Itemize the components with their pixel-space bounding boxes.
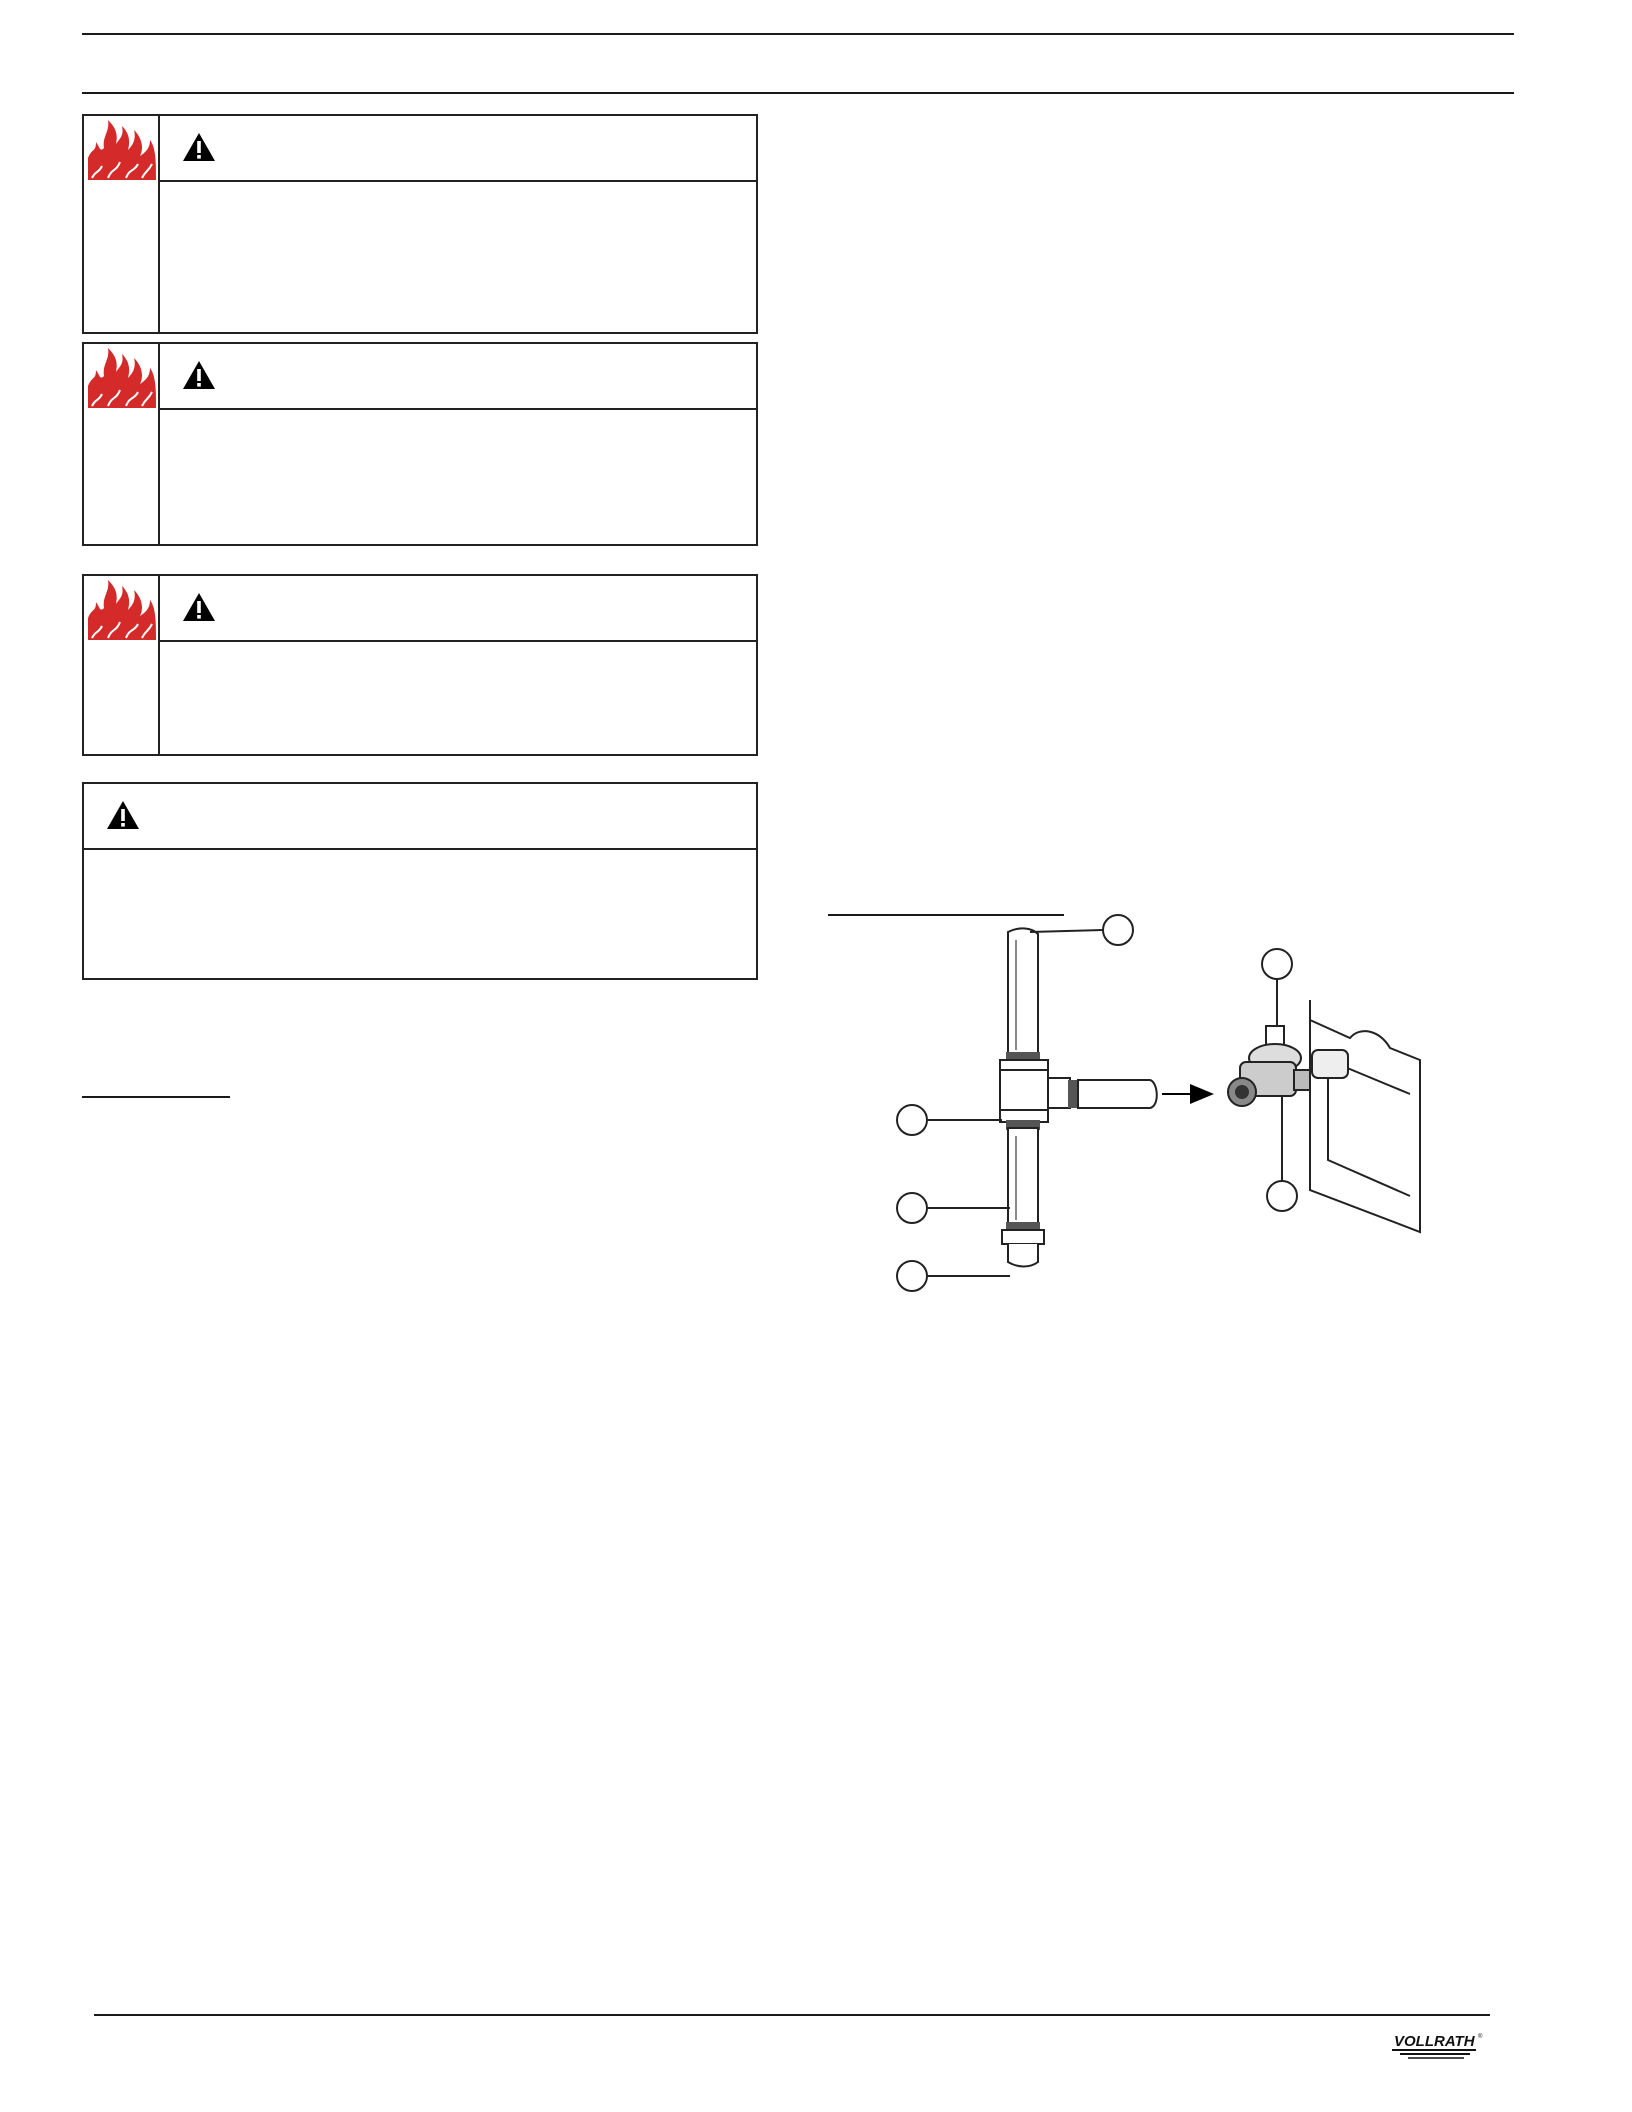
flame-column [84,116,160,332]
svg-text:®: ® [1478,2034,1483,2040]
flame-icon [86,578,158,642]
fire-warning-box-1 [82,114,758,334]
flame-icon [86,118,158,182]
fire-warning-box-2 [82,342,758,546]
general-warning-box [82,782,758,980]
warning-triangle-icon [182,592,216,622]
svg-text:VOLLRATH: VOLLRATH [1394,2033,1475,2050]
warning-triangle-icon [182,132,216,162]
flame-column [84,576,160,754]
flame-column [84,344,160,544]
warning-body [160,182,756,332]
gas-connection-diagram [880,910,1460,1320]
warning-header [84,784,756,850]
warning-header [160,344,756,410]
fire-warning-box-3 [82,574,758,756]
flame-icon [86,346,158,410]
footer-rule [94,2014,1490,2016]
warning-header [160,116,756,182]
warning-body [160,410,756,544]
vollrath-logo [1390,2026,1490,2062]
header-rule-top [82,33,1514,35]
warning-body [160,642,756,754]
warning-body [84,850,756,978]
section-heading-underline [82,1096,230,1098]
warning-triangle-icon [106,800,140,830]
warning-header [160,576,756,642]
header-rule-bottom [82,92,1514,94]
warning-triangle-icon [182,360,216,390]
